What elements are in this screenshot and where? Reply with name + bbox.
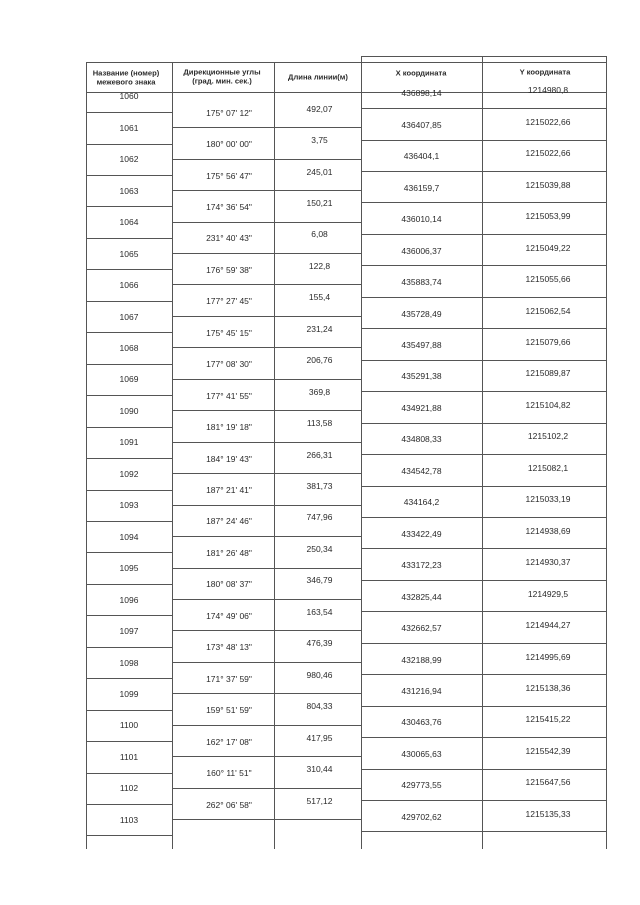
point-row-rule bbox=[86, 206, 172, 207]
column-rule-3 bbox=[361, 56, 362, 849]
point-row-rule bbox=[86, 647, 172, 648]
point-name-cell: 1095 bbox=[119, 562, 139, 573]
segment-row-rule bbox=[172, 725, 361, 726]
coordinate-row-rule bbox=[361, 548, 606, 549]
point-name-cell: 1103 bbox=[119, 814, 139, 825]
line-length-cell: 980,46 bbox=[306, 669, 333, 680]
y-coordinate-cell: 1215415,22 bbox=[525, 714, 571, 725]
coordinate-row-rule bbox=[361, 517, 606, 518]
y-coordinate-cell: 1215055,66 bbox=[525, 273, 571, 284]
direction-angle-cell: 177° 27' 45" bbox=[206, 296, 252, 307]
header-name bbox=[93, 69, 160, 88]
line-length-cell: 3,75 bbox=[311, 134, 328, 145]
coordinate-row-rule bbox=[361, 391, 606, 392]
x-coordinate-cell: 432825,44 bbox=[401, 591, 442, 602]
line-length-cell: 150,21 bbox=[306, 197, 333, 208]
y-coordinate-cell: 1215104,82 bbox=[525, 399, 571, 410]
line-length-cell: 476,39 bbox=[306, 638, 333, 649]
x-coordinate-cell: 435497,88 bbox=[401, 339, 442, 350]
direction-angle-cell: 180° 00' 00" bbox=[206, 138, 252, 149]
point-name-cell: 1062 bbox=[119, 154, 139, 165]
y-coordinate-cell: 1215138,36 bbox=[525, 682, 571, 693]
direction-angle-cell: 160° 11' 51" bbox=[206, 767, 252, 778]
point-name-cell: 1099 bbox=[119, 688, 139, 699]
line-length-cell: 122,8 bbox=[308, 260, 331, 271]
coordinate-row-rule bbox=[361, 360, 606, 361]
point-row-rule bbox=[86, 804, 172, 805]
segment-row-rule bbox=[172, 568, 361, 569]
segment-row-rule bbox=[172, 127, 361, 128]
coordinate-row-rule bbox=[361, 140, 606, 141]
header-x: X координата bbox=[395, 68, 447, 78]
point-row-rule bbox=[86, 552, 172, 553]
x-coordinate-cell: 434921,88 bbox=[401, 402, 442, 413]
x-coordinate-cell: 432188,99 bbox=[401, 654, 442, 665]
x-coordinate-cell: 432662,57 bbox=[401, 622, 442, 633]
point-name-cell: 1102 bbox=[119, 783, 139, 794]
x-coordinate-cell: 434542,78 bbox=[401, 465, 442, 476]
direction-angle-cell: 187° 24' 46" bbox=[206, 516, 252, 527]
point-row-rule bbox=[86, 395, 172, 396]
segment-row-rule bbox=[172, 630, 361, 631]
y-coordinate-cell: 1215049,22 bbox=[525, 242, 571, 253]
line-length-cell: 250,34 bbox=[306, 543, 333, 554]
y-coordinate-cell: 1215033,19 bbox=[525, 494, 571, 504]
header-angle-line1: Дирекционные углы bbox=[183, 67, 261, 77]
point-row-rule bbox=[86, 678, 172, 679]
segment-row-rule bbox=[172, 159, 361, 160]
coordinate-row-rule bbox=[361, 706, 606, 707]
direction-angle-cell: 174° 49' 06" bbox=[206, 610, 252, 621]
coordinate-row-rule bbox=[361, 800, 606, 801]
line-length-cell: 163,54 bbox=[306, 606, 333, 617]
x-coordinate-cell: 434808,33 bbox=[401, 434, 442, 445]
point-name-cell: 1068 bbox=[119, 342, 139, 353]
y-coordinate-cell: 1214929,5 bbox=[527, 588, 569, 599]
segment-row-rule bbox=[172, 347, 361, 348]
point-row-rule bbox=[86, 332, 172, 333]
x-coordinate-cell: 433172,23 bbox=[401, 559, 442, 570]
direction-angle-cell: 176° 59' 38" bbox=[206, 264, 252, 275]
line-length-cell: 804,33 bbox=[306, 700, 333, 711]
header-name-line1: Название (номер) bbox=[92, 68, 160, 78]
segment-row-rule bbox=[172, 190, 361, 191]
segment-row-rule bbox=[172, 662, 361, 663]
line-length-cell: 113,58 bbox=[306, 417, 333, 428]
point-name-cell: 1090 bbox=[119, 405, 139, 416]
point-row-rule bbox=[86, 427, 172, 428]
point-row-rule bbox=[86, 301, 172, 302]
x-coordinate-cell: 430065,63 bbox=[401, 748, 442, 759]
y-coordinate-cell: 1214980,8 bbox=[527, 85, 569, 96]
direction-angle-cell: 180° 08' 37" bbox=[206, 579, 252, 590]
point-name-cell: 1096 bbox=[119, 594, 139, 605]
point-name-cell: 1093 bbox=[119, 500, 139, 510]
segment-row-rule bbox=[172, 473, 361, 474]
line-length-cell: 206,76 bbox=[306, 354, 333, 365]
x-coordinate-cell: 436898,14 bbox=[401, 88, 442, 99]
direction-angle-cell: 184° 19' 43" bbox=[206, 453, 252, 464]
y-coordinate-cell: 1215135,33 bbox=[525, 808, 571, 819]
y-coordinate-cell: 1214944,27 bbox=[525, 619, 571, 630]
y-coordinate-cell: 1215082,1 bbox=[527, 462, 569, 473]
direction-angle-cell: 175° 56' 47" bbox=[206, 170, 252, 181]
coordinate-row-rule bbox=[361, 486, 606, 487]
point-row-rule bbox=[86, 835, 172, 836]
segment-row-rule bbox=[172, 788, 361, 789]
header-name-line2: межевого знака bbox=[96, 78, 156, 87]
coordinate-row-rule bbox=[361, 454, 606, 455]
x-coordinate-cell: 435728,49 bbox=[401, 308, 442, 319]
direction-angle-cell: 181° 19' 18" bbox=[206, 421, 252, 432]
direction-angle-cell: 174° 36' 54" bbox=[206, 201, 252, 212]
point-name-cell: 1101 bbox=[119, 751, 139, 762]
point-name-cell: 1064 bbox=[119, 216, 139, 227]
x-coordinate-cell: 436404,1 bbox=[403, 151, 440, 162]
y-coordinate-cell: 1215062,54 bbox=[525, 305, 571, 316]
point-row-rule bbox=[86, 521, 172, 522]
column-rule-2 bbox=[274, 62, 275, 849]
x-coordinate-cell: 435883,74 bbox=[401, 276, 442, 287]
point-row-rule bbox=[86, 584, 172, 585]
line-length-cell: 517,12 bbox=[306, 795, 333, 806]
coordinate-row-rule bbox=[361, 171, 606, 172]
point-row-rule bbox=[86, 238, 172, 239]
column-rule-0 bbox=[86, 62, 87, 849]
line-length-cell: 310,44 bbox=[306, 763, 333, 774]
y-coordinate-cell: 1215039,88 bbox=[525, 179, 571, 190]
point-row-rule bbox=[86, 269, 172, 270]
coordinate-row-rule bbox=[361, 202, 606, 203]
x-coordinate-cell: 430463,76 bbox=[401, 717, 442, 728]
column-rule-5 bbox=[606, 56, 607, 849]
direction-angle-cell: 173° 48' 13" bbox=[206, 642, 252, 653]
point-row-rule bbox=[86, 773, 172, 774]
y-coordinate-cell: 1214995,69 bbox=[525, 651, 571, 662]
point-name-cell: 1060 bbox=[119, 91, 139, 102]
coordinate-row-rule bbox=[361, 265, 606, 266]
y-coordinate-cell: 1215647,56 bbox=[525, 777, 571, 788]
direction-angle-cell: 187° 21' 41" bbox=[206, 484, 252, 495]
header-angle bbox=[183, 68, 260, 87]
segment-row-rule bbox=[172, 222, 361, 223]
x-coordinate-cell: 429702,62 bbox=[401, 811, 442, 822]
segment-row-rule bbox=[172, 410, 361, 411]
coordinate-row-rule bbox=[361, 643, 606, 644]
point-name-cell: 1063 bbox=[119, 185, 139, 196]
line-length-cell: 417,95 bbox=[306, 732, 333, 743]
line-length-cell: 155,4 bbox=[308, 292, 331, 303]
y-coordinate-cell: 1214938,69 bbox=[525, 525, 571, 536]
coordinate-row-rule bbox=[361, 423, 606, 424]
header-y: Y координата bbox=[519, 67, 571, 77]
point-name-cell: 1065 bbox=[119, 248, 139, 259]
point-row-rule bbox=[86, 615, 172, 616]
coordinate-row-rule bbox=[361, 108, 606, 109]
x-coordinate-cell: 436006,37 bbox=[401, 245, 442, 256]
x-coordinate-cell: 433422,49 bbox=[401, 528, 442, 539]
segment-row-rule bbox=[172, 442, 361, 443]
direction-angle-cell: 177° 08' 30" bbox=[206, 358, 252, 369]
y-coordinate-cell: 1215079,66 bbox=[525, 336, 571, 347]
column-rule-1 bbox=[172, 62, 173, 849]
x-coordinate-cell: 436010,14 bbox=[401, 213, 442, 224]
segment-row-rule bbox=[172, 316, 361, 317]
segment-row-rule bbox=[172, 756, 361, 757]
direction-angle-cell: 175° 45' 15" bbox=[206, 327, 252, 338]
segment-row-rule bbox=[172, 819, 361, 820]
header-angle-line2: (град. мин. сек.) bbox=[192, 77, 252, 86]
point-row-rule bbox=[86, 144, 172, 145]
coordinate-row-rule bbox=[361, 831, 606, 832]
y-coordinate-cell: 1215102,2 bbox=[527, 431, 569, 442]
segment-row-rule bbox=[172, 284, 361, 285]
coordinate-row-rule bbox=[361, 674, 606, 675]
point-row-rule bbox=[86, 112, 172, 113]
point-row-rule bbox=[86, 710, 172, 711]
column-rule-4 bbox=[482, 56, 483, 849]
header-length: Длина линии(м) bbox=[288, 72, 348, 82]
y-coordinate-cell: 1214930,37 bbox=[525, 556, 571, 567]
direction-angle-cell: 262° 06' 58" bbox=[206, 799, 252, 810]
point-row-rule bbox=[86, 175, 172, 176]
y-coordinate-cell: 1215089,87 bbox=[525, 368, 571, 379]
line-length-cell: 346,79 bbox=[306, 575, 333, 586]
direction-angle-cell: 159° 51' 59" bbox=[206, 704, 252, 715]
point-name-cell: 1094 bbox=[119, 531, 139, 542]
coordinate-row-rule bbox=[361, 297, 606, 298]
coordinate-row-rule bbox=[361, 737, 606, 738]
segment-row-rule bbox=[172, 599, 361, 600]
x-coordinate-cell: 436407,85 bbox=[401, 119, 442, 130]
point-name-cell: 1066 bbox=[119, 279, 139, 290]
y-coordinate-cell: 1215053,99 bbox=[525, 210, 571, 221]
point-row-rule bbox=[86, 458, 172, 459]
direction-angle-cell: 231° 40' 43" bbox=[206, 233, 252, 244]
point-name-cell: 1098 bbox=[119, 657, 139, 668]
line-length-cell: 231,24 bbox=[306, 323, 333, 334]
x-coordinate-cell: 436159,7 bbox=[403, 182, 440, 193]
line-length-cell: 6,08 bbox=[311, 229, 328, 240]
coordinate-row-rule bbox=[361, 611, 606, 612]
y-coordinate-cell: 1215022,66 bbox=[525, 116, 571, 127]
direction-angle-cell: 175° 07' 12" bbox=[206, 107, 252, 118]
point-row-rule bbox=[86, 364, 172, 365]
line-length-cell: 245,01 bbox=[306, 166, 333, 177]
segment-row-rule bbox=[172, 253, 361, 254]
x-coordinate-cell: 434164,2 bbox=[403, 497, 440, 507]
point-name-cell: 1069 bbox=[119, 374, 139, 385]
point-row-rule bbox=[86, 741, 172, 742]
direction-angle-cell: 177° 41' 55" bbox=[206, 390, 252, 401]
direction-angle-cell: 181° 26' 48" bbox=[206, 547, 252, 558]
segment-row-rule bbox=[172, 693, 361, 694]
direction-angle-cell: 171° 37' 59" bbox=[206, 673, 252, 684]
segment-row-rule bbox=[172, 505, 361, 506]
y-coordinate-cell: 1215022,66 bbox=[525, 148, 571, 159]
point-name-cell: 1061 bbox=[119, 122, 139, 133]
point-name-cell: 1092 bbox=[119, 468, 139, 479]
coordinate-row-rule bbox=[361, 580, 606, 581]
point-name-cell: 1067 bbox=[119, 311, 139, 322]
y-coordinate-cell: 1215542,39 bbox=[525, 745, 571, 756]
point-name-cell: 1097 bbox=[119, 625, 139, 636]
segment-row-rule bbox=[172, 536, 361, 537]
table-top-rule bbox=[86, 62, 606, 63]
x-coordinate-cell: 435291,38 bbox=[401, 371, 442, 382]
point-name-cell: 1091 bbox=[119, 437, 139, 448]
line-length-cell: 266,31 bbox=[306, 449, 333, 460]
line-length-cell: 492,07 bbox=[306, 103, 333, 114]
direction-angle-cell: 162° 17' 08" bbox=[206, 736, 252, 747]
line-length-cell: 381,73 bbox=[306, 480, 333, 491]
line-length-cell: 747,96 bbox=[306, 512, 333, 523]
coordinate-row-rule bbox=[361, 769, 606, 770]
x-coordinate-cell: 429773,55 bbox=[401, 780, 442, 791]
x-coordinate-cell: 431216,94 bbox=[401, 685, 442, 696]
line-length-cell: 369,8 bbox=[308, 386, 331, 397]
header-top-rule-right bbox=[361, 56, 606, 57]
segment-row-rule bbox=[172, 379, 361, 380]
point-row-rule bbox=[86, 490, 172, 491]
coordinate-row-rule bbox=[361, 234, 606, 235]
point-name-cell: 1100 bbox=[119, 720, 139, 731]
coordinate-row-rule bbox=[361, 328, 606, 329]
